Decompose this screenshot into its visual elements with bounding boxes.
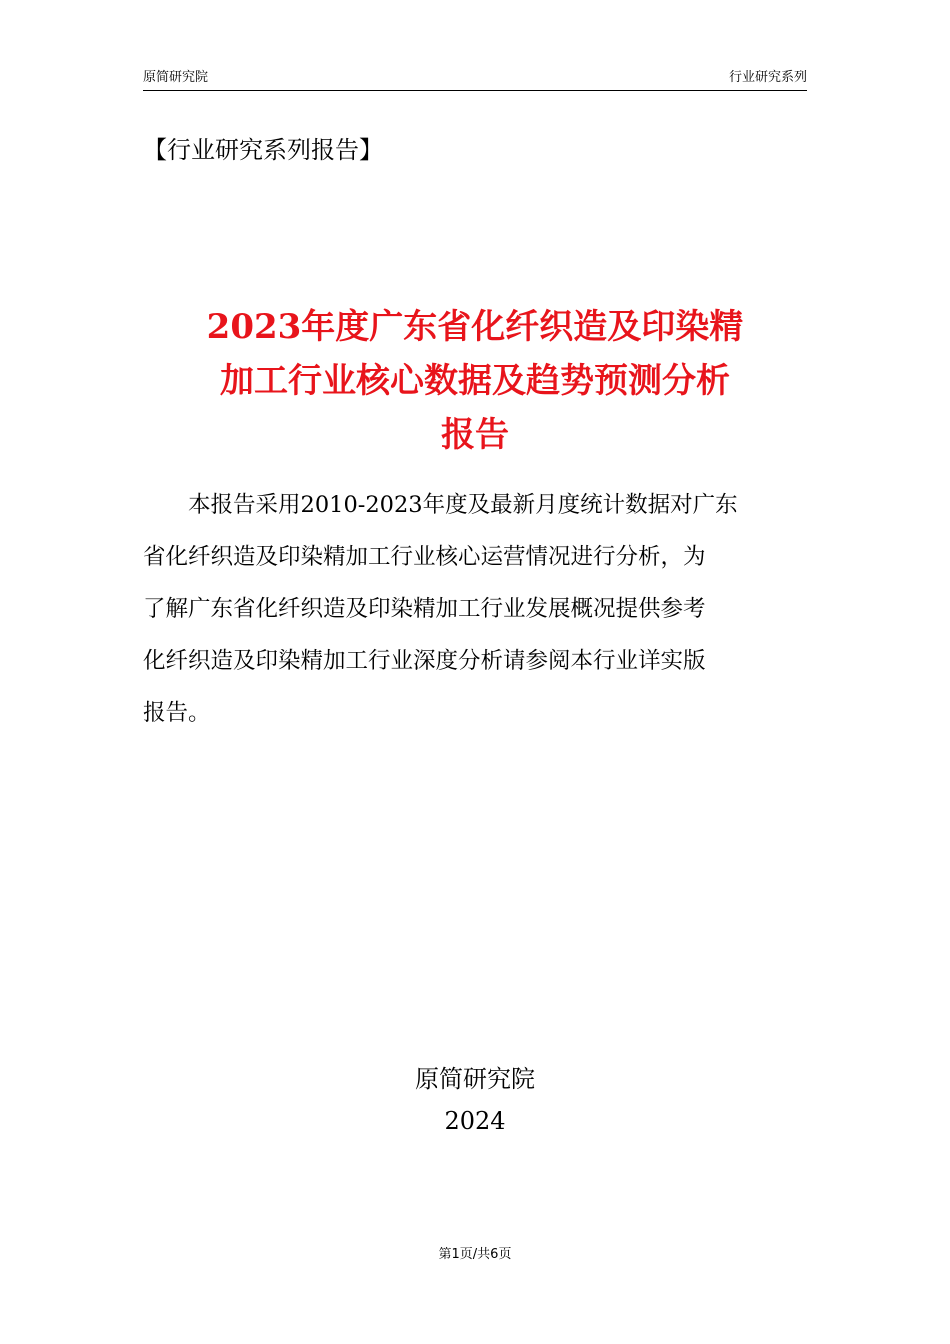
series-tag: 【行业研究系列报告】 <box>143 136 383 164</box>
publisher-name: 原简研究院 <box>415 1065 535 1093</box>
abstract-line: 了解广东省化纤织造及印染精加工行业发展概况提供参考 <box>143 596 706 622</box>
title-line: 2023年度广东省化纤织造及印染精 <box>206 307 744 347</box>
abstract-line: 省化纤织造及印染精加工行业核心运营情况进行分析，为 <box>143 544 706 570</box>
abstract-line: 化纤织造及印染精加工行业深度分析请参阅本行业详实版 <box>143 648 706 674</box>
header-org-name: 原简研究院 <box>143 70 209 85</box>
document-title <box>143 300 807 462</box>
abstract-line: 本报告采用2010-2023年度及最新月度统计数据对广东 <box>188 492 738 518</box>
page-header <box>143 66 807 91</box>
abstract-line: 报告。 <box>143 700 211 726</box>
page-number-footer: 第1页/共6页 <box>438 1247 512 1262</box>
header-series-name: 行业研究系列 <box>728 70 807 85</box>
title-line: 加工行业核心数据及趋势预测分析 <box>220 361 730 401</box>
publication-year: 2024 <box>444 1107 506 1135</box>
title-line: 报告 <box>441 415 509 455</box>
abstract-paragraph <box>143 479 807 739</box>
